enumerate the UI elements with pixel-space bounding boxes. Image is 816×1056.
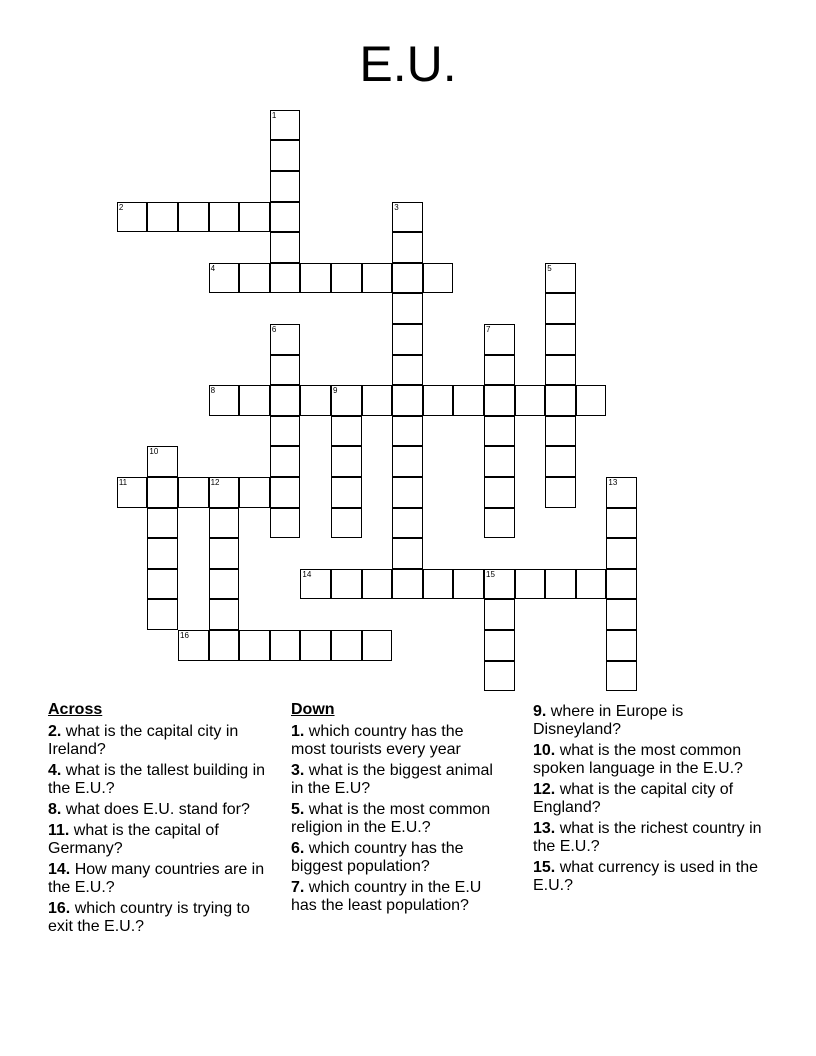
grid-cell[interactable] — [545, 263, 576, 294]
clue-down-13: 13. what is the richest country in the E.U.? — [533, 820, 762, 855]
grid-cell[interactable] — [331, 569, 362, 600]
clue-down-6: 6. which country has the biggest population? — [291, 840, 464, 875]
grid-cell[interactable] — [484, 630, 515, 661]
grid-cell[interactable] — [362, 263, 393, 294]
grid-cell[interactable] — [392, 232, 423, 263]
clue-across-4: 4. what is the tallest building in the E.U.? — [48, 762, 266, 797]
clue-number: 1 — [271, 110, 277, 120]
down-clues — [291, 701, 496, 918]
grid-cell[interactable] — [147, 202, 178, 233]
clue-number: 5 — [547, 263, 552, 273]
grid-cell[interactable] — [331, 416, 362, 447]
grid-cell[interactable] — [147, 569, 178, 600]
clue-number: 14 — [302, 569, 312, 579]
clue-number: 7 — [486, 325, 491, 334]
grid-cell[interactable] — [515, 385, 546, 416]
grid-cell[interactable] — [423, 263, 454, 294]
grid-cell[interactable] — [606, 508, 637, 539]
grid-cell[interactable] — [484, 446, 515, 477]
grid-cell[interactable] — [545, 477, 576, 508]
clue-across-16: 16. which country is trying to exit the E.U.? — [48, 900, 250, 935]
grid-cell[interactable] — [300, 263, 331, 294]
grid-cell[interactable] — [331, 508, 362, 539]
grid-cell[interactable] — [270, 140, 301, 171]
clue-number: 12 — [210, 478, 220, 487]
grid-cell[interactable] — [392, 385, 423, 416]
grid-cell[interactable] — [576, 385, 607, 416]
grid-cell[interactable] — [270, 232, 301, 263]
grid-cell[interactable] — [362, 569, 393, 600]
grid-cell[interactable] — [178, 202, 209, 233]
down-heading: Down — [291, 701, 335, 718]
grid-cell[interactable] — [270, 263, 301, 294]
grid-cell[interactable] — [606, 538, 637, 569]
grid-cell[interactable] — [576, 569, 607, 600]
grid-cell[interactable] — [300, 569, 331, 600]
grid-cell[interactable] — [453, 569, 484, 600]
clue-number: 10 — [149, 447, 159, 457]
grid-cell[interactable] — [545, 446, 576, 477]
grid-cell[interactable] — [362, 385, 393, 416]
grid-cell[interactable] — [147, 538, 178, 569]
clue-down-7: 7. which country in the E.U has the least population? — [291, 879, 482, 914]
grid-cell[interactable] — [392, 355, 423, 386]
clue-across-11: 11. what is the capital of Germany? — [48, 822, 219, 857]
grid-cell[interactable] — [484, 569, 515, 600]
grid-cell[interactable] — [270, 171, 301, 202]
clue-down-15: 15. what currency is used in the E.U.? — [533, 859, 759, 894]
grid-cell[interactable] — [331, 477, 362, 508]
grid-cell[interactable] — [270, 630, 301, 661]
grid-cell[interactable] — [270, 202, 301, 233]
grid-cell[interactable] — [423, 569, 454, 600]
clue-down-1: 1. which country has the most tourists every year — [291, 723, 464, 758]
grid-cell[interactable] — [178, 630, 209, 661]
grid-cell[interactable] — [392, 569, 423, 600]
clue-down-3: 3. what is the biggest animal in the E.U? — [291, 762, 493, 797]
clue-across-2: 2. what is the capital city in Ireland? — [48, 723, 239, 758]
grid-cell[interactable] — [606, 661, 637, 692]
grid-cell[interactable] — [484, 508, 515, 539]
grid-cell[interactable] — [545, 569, 576, 600]
grid-cell[interactable] — [392, 263, 423, 294]
grid-cell[interactable] — [545, 355, 576, 386]
grid-cell[interactable] — [209, 385, 240, 416]
grid-cell[interactable] — [270, 324, 301, 355]
grid-cell[interactable] — [545, 293, 576, 324]
grid-cell[interactable] — [209, 263, 240, 294]
grid-cell[interactable] — [392, 538, 423, 569]
clue-number: 11 — [118, 478, 128, 487]
grid-cell[interactable] — [209, 477, 240, 508]
clue-across-8: 8. what does E.U. stand for? — [48, 801, 250, 818]
grid-cell[interactable] — [606, 630, 637, 661]
grid-cell[interactable] — [392, 477, 423, 508]
grid-cell[interactable] — [117, 202, 148, 233]
clue-down-12: 12. what is the capital city of England? — [533, 781, 734, 816]
across-heading: Across — [48, 701, 103, 718]
clue-across-14: 14. How many countries are in the E.U.? — [48, 861, 265, 896]
grid-cell[interactable] — [209, 630, 240, 661]
grid-cell[interactable] — [392, 446, 423, 477]
grid-cell[interactable] — [239, 385, 270, 416]
grid-cell[interactable] — [606, 569, 637, 600]
grid-cell[interactable] — [239, 630, 270, 661]
grid-cell[interactable] — [270, 446, 301, 477]
clue-number: 8 — [210, 386, 216, 396]
clue-number: 4 — [210, 263, 216, 273]
grid-cell[interactable] — [239, 263, 270, 294]
grid-cell[interactable] — [147, 508, 178, 539]
grid-cell[interactable] — [484, 477, 515, 508]
grid-cell[interactable] — [606, 599, 637, 630]
grid-cell[interactable] — [147, 599, 178, 630]
grid-cell[interactable] — [545, 385, 576, 416]
grid-cell[interactable] — [300, 385, 331, 416]
clue-down-10: 10. what is the most common spoken language in the E.U.? — [533, 742, 743, 777]
grid-cell[interactable] — [331, 263, 362, 294]
grid-cell[interactable] — [362, 630, 393, 661]
grid-cell[interactable] — [209, 508, 240, 539]
grid-cell[interactable] — [239, 477, 270, 508]
grid-cell[interactable] — [484, 599, 515, 630]
grid-cell[interactable] — [392, 202, 423, 233]
grid-cell[interactable] — [392, 293, 423, 324]
grid-cell[interactable] — [484, 416, 515, 447]
grid-cell[interactable] — [209, 569, 240, 600]
grid-cell[interactable] — [606, 477, 637, 508]
down-clues-continued — [533, 703, 773, 898]
clue-number: 16 — [180, 631, 189, 640]
grid-cell[interactable] — [300, 630, 331, 661]
clue-number: 2 — [118, 202, 124, 212]
grid-cell[interactable] — [331, 630, 362, 661]
clue-number: 6 — [271, 325, 277, 334]
across-clues — [48, 701, 270, 939]
grid-cell[interactable] — [209, 202, 240, 233]
clue-number: 15 — [486, 569, 495, 579]
clue-number: 3 — [394, 202, 399, 212]
grid-cell[interactable] — [270, 477, 301, 508]
grid-cell[interactable] — [392, 416, 423, 447]
grid-cell[interactable] — [484, 661, 515, 692]
clue-down-9: 9. where in Europe is Disneyland? — [533, 703, 684, 738]
grid-cell[interactable] — [147, 446, 178, 477]
grid-cell[interactable] — [270, 416, 301, 447]
grid-cell[interactable] — [209, 538, 240, 569]
grid-cell[interactable] — [392, 324, 423, 355]
grid-cell[interactable] — [392, 508, 423, 539]
grid-cell[interactable] — [484, 385, 515, 416]
grid-cell[interactable] — [484, 324, 515, 355]
grid-cell[interactable] — [331, 385, 362, 416]
grid-cell[interactable] — [270, 385, 301, 416]
grid-cell[interactable] — [331, 446, 362, 477]
grid-cell[interactable] — [423, 385, 454, 416]
grid-cell[interactable] — [117, 477, 148, 508]
clue-number: 9 — [333, 386, 338, 396]
grid-cell[interactable] — [270, 355, 301, 386]
grid-cell[interactable] — [209, 599, 240, 630]
clue-down-5: 5. what is the most common religion in the E.U.? — [291, 801, 491, 836]
grid-cell[interactable] — [270, 508, 301, 539]
grid-cell[interactable] — [484, 355, 515, 386]
grid-cell[interactable] — [515, 569, 546, 600]
grid-cell[interactable] — [178, 477, 209, 508]
grid-cell[interactable] — [545, 324, 576, 355]
grid-cell[interactable] — [147, 477, 178, 508]
grid-cell[interactable] — [545, 416, 576, 447]
grid-cell[interactable] — [453, 385, 484, 416]
puzzle-title: E.U. — [359, 36, 457, 92]
grid-cell[interactable] — [239, 202, 270, 233]
clue-number: 13 — [608, 478, 618, 487]
grid-cell[interactable] — [270, 110, 301, 141]
